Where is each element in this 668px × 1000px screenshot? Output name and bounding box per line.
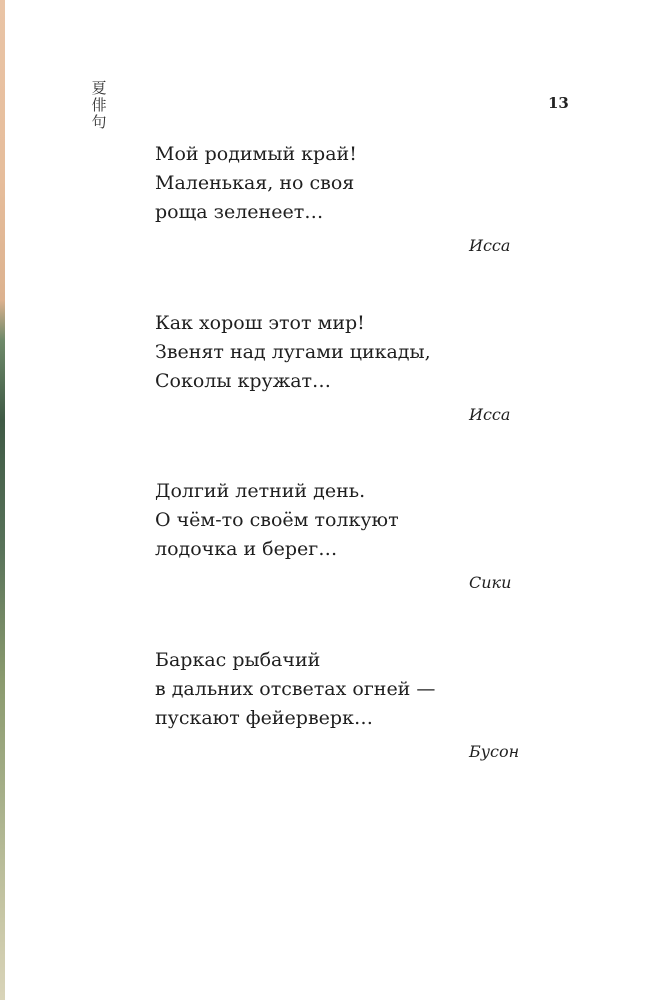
haiku-line: Баркас рыбачий [155, 649, 321, 671]
page-number: 13 [548, 94, 569, 112]
haiku-line: Звенят над лугами цикады, [155, 341, 431, 363]
haiku-author: Исса [469, 236, 511, 255]
running-head-kanji [88, 80, 110, 136]
haiku-block [155, 309, 535, 424]
haiku-block [155, 477, 535, 592]
haiku-line: в дальних отсветах огней — [155, 678, 436, 700]
haiku-line: лодочка и берег… [155, 538, 338, 560]
haiku-line: Как хорош этот мир! [155, 312, 365, 334]
running-head-char: 俳 [91, 96, 107, 114]
haiku-block [155, 646, 535, 761]
haiku-line: Долгий летний день. [155, 480, 366, 502]
running-head-char: 句 [91, 113, 107, 131]
haiku-author: Сики [469, 573, 512, 592]
haiku-line: роща зеленеет… [155, 201, 324, 223]
haiku-line: Соколы кружат… [155, 370, 332, 392]
facing-page-edge [0, 0, 5, 1000]
haiku-line: Мой родимый край! [155, 143, 357, 165]
haiku-line: пускают фейерверк… [155, 707, 373, 729]
haiku-block [155, 140, 535, 255]
haiku-line: Маленькая, но своя [155, 172, 355, 194]
running-head-char: 夏 [91, 79, 107, 97]
haiku-author: Бусон [469, 742, 520, 761]
haiku-author: Исса [469, 405, 511, 424]
haiku-line: О чём-то своём толкуют [155, 509, 399, 531]
